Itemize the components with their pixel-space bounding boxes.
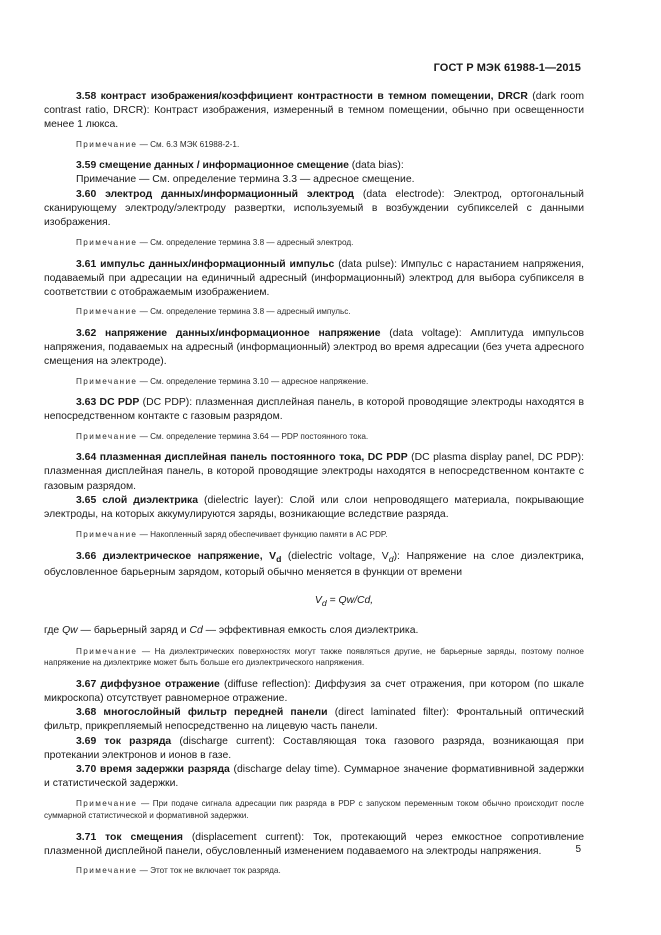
term-definition: (discharge delay time). Суммарное значение формативнивной задержки и статистической задержки. — [44, 764, 584, 790]
term-3-66: 3.66 диэлектрическое напряжение, $V_d$ (dielectric voltage, $V_d$): Напряжение на слое диэлектрика, обусловленное барьерным зарядом, который обычно меняется в функции от времени — [44, 550, 584, 579]
term-title: 3.58 контраст изображения/коэффициент контрастности в темном помещении, DRCR — [76, 91, 528, 102]
term-3-63 — [44, 396, 584, 424]
note-3-62: Примечание — См. определение термина 3.10 — адресное напряжение. — [76, 376, 369, 386]
note-text: См. определение термина 3.8 — адресный электрод. — [150, 238, 354, 248]
term-3-67 — [44, 678, 584, 706]
term-3-62 — [44, 327, 584, 370]
note-3-66: Примечание — На диэлектрических поверхностях могут также появляться другие, не барьерные заряды, поэтому полное напряжение на диэлектрике может быть больше его диэлектрического напряжения. — [44, 646, 584, 668]
term-definition: (discharge current): Составляющая тока газового разряда, возникающая при протекании электронов и ионов в газе. — [44, 735, 584, 761]
term-title: 3.60 электрод данных/информационный электрод — [76, 188, 355, 200]
term-3-70 — [44, 763, 584, 791]
term-title: 3.66 диэлектрическое напряжение, V — [76, 550, 277, 562]
document-body — [44, 90, 584, 877]
term-definition: (diffuse reflection): Диффузия за счет отражения, при котором (по шкале микроскопа) отсутствует равномерное отражение. — [44, 678, 584, 704]
term-definition: (displacement current): Ток, протекающий через емкостное сопротивление плазменной дисплейной панели, обусловленный изменением подаваемого на электроды напряжения. — [44, 831, 585, 857]
formula: $V_d = Qw/Cd$, — [314, 595, 374, 609]
note-3-61: Примечание — См. определение термина 3.8 — адресный импульс. — [76, 307, 351, 317]
formula-explanation: где Qw — барьерный заряд и Cd — эффективная емкость слоя диэлектрика. — [44, 625, 419, 637]
term-3-68 — [44, 706, 584, 734]
note-label: Примечание — [76, 530, 138, 540]
note-label: Примечание — [76, 238, 138, 248]
term-definition: (data pulse): Импульс с нарастанием напряжения, подаваемый при адресации на единичный адресный (информационный) электрод для выбора субпикселя в соответствии с отображаемым изображением. — [44, 258, 584, 299]
term-3-58 — [44, 90, 584, 133]
note-label: Примечание — [76, 139, 138, 149]
term-definition: (dielectric layer): Слой или слои непроводящего материала, покрывающие электроды, на которых аккумулируются заряды, возникающие вследствие разряда. — [44, 494, 584, 521]
term-title: 3.68 многослойный фильтр передней панели — [76, 707, 328, 719]
term-3-61 — [44, 258, 584, 301]
term-title: 3.65 слой диэлектрика — [76, 494, 198, 506]
note-label: Примечание — [76, 799, 138, 809]
note-text: На диэлектрических поверхностях могут также появляться другие, не барьерные заряды, поэтому полное напряжение на диэлектрике может быть больше его диэлектрического напряжения. — [44, 646, 584, 668]
note-text: См. определение термина 3.10 — адресное напряжение. — [150, 376, 369, 386]
note-3-60: Примечание — См. определение термина 3.8 — адресный электрод. — [76, 238, 354, 248]
term-definition: (direct laminated filter): Фронтальный оптический фильтр, прикрепляемый непосредственно на лицевую часть панели. — [44, 707, 584, 733]
note-text: Этот ток не включает ток разряда. — [150, 866, 281, 875]
term-title: 3.71 ток смещения — [76, 831, 183, 843]
term-title: 3.59 смещение данных / информационное смещение — [76, 160, 349, 172]
term-3-60 — [44, 188, 584, 231]
note-label: Примечание — [76, 376, 138, 386]
term-definition: ): Напряжение на слое диэлектрика, обусловленное барьерным зарядом, который обычно меняется в функции от времени — [44, 550, 584, 579]
note-3-58: Примечание — См. 6.3 МЭК 61988-2-1. — [76, 139, 240, 149]
term-3-69 — [44, 735, 584, 763]
term-title: 3.70 время задержки разряда — [76, 764, 230, 775]
note-3-65: Примечание — Накопленный заряд обеспечивает функцию памяти в AC PDP. — [76, 530, 388, 540]
term-definition: (data bias): — [348, 160, 404, 172]
term-definition: (data voltage): Амплитуда импульсов напряжения, подаваемых на адресный (информационный) электрод во время адресации (без учета адресного смещения на электроде). — [44, 328, 584, 368]
term-title: 3.63 DC PDP — [76, 397, 140, 409]
note-3-63: Примечание — См. определение термина 3.64 — PDP постоянного тока. — [76, 431, 369, 441]
note-label: Примечание — [76, 866, 138, 875]
note-text: См. 6.3 МЭК 61988-2-1. — [150, 139, 240, 149]
term-title: 3.61 импульс данных/информационный импульс — [76, 258, 335, 270]
note-text: См. определение термина 3.64 — PDP постоянного тока. — [150, 431, 369, 441]
term-title: 3.62 напряжение данных/информационное напряжение — [76, 328, 381, 340]
note-label: Примечание — [76, 646, 138, 656]
term-3-65 — [44, 494, 584, 522]
term-title: 3.69 ток разряда — [76, 735, 172, 747]
term-3-59-note-line: Примечание — См. определение термина 3.3 — адресное смещение. — [76, 174, 415, 186]
note-label: Примечание — [76, 307, 138, 317]
term-definition: (DC plasma display panel, DC PDP): плазменная дисплейная панель, в которой проводящие электроды находятся в непосредственном контакте с газовым разрядом. — [44, 452, 584, 492]
document-header: ГОСТ Р МЭК 61988-1—2015 — [433, 62, 581, 74]
term-3-71 — [44, 831, 584, 859]
term-definition: (data electrode): Электрод, ортогональный сканирующему электроду/электроду развертки, используемый в возбуждении субпикселей с данными изображения. — [44, 188, 584, 229]
term-definition: (dark room contrast ratio, DRCR): Контраст изображения, измеренный в темном помещении, обычно при освещенности менее 1 люкса. — [44, 91, 584, 131]
note-3-70: Примечание — При подаче сигнала адресации пик разряда в PDP с запуском переменным током обычно происходит после суммарной статистической и формативной задержки. — [44, 799, 584, 820]
term-title: 3.64 плазменная дисплейная панель постоянного тока, DC PDP — [76, 452, 408, 464]
term-3-64 — [44, 451, 584, 494]
term-title: 3.67 диффузное отражение — [76, 678, 220, 690]
page-number: 5 — [575, 844, 581, 855]
note-text: См. определение термина 3.8 — адресный импульс. — [150, 307, 351, 317]
note-label: Примечание — [76, 431, 138, 441]
note-text: Накопленный заряд обеспечивает функцию памяти в AC PDP. — [150, 530, 388, 540]
note-3-71: Примечание — Этот ток не включает ток разряда. — [76, 866, 281, 875]
note-text: При подаче сигнала адресации пик разряда в PDP с запуском переменным током обычно происходит после суммарной статистической и формативной задержки. — [44, 799, 584, 820]
term-definition: (DC PDP): плазменная дисплейная панель, в которой проводящие электроды находятся в непосредственном контакте с газовым разрядом. — [44, 397, 585, 423]
term-3-59 — [44, 159, 584, 173]
